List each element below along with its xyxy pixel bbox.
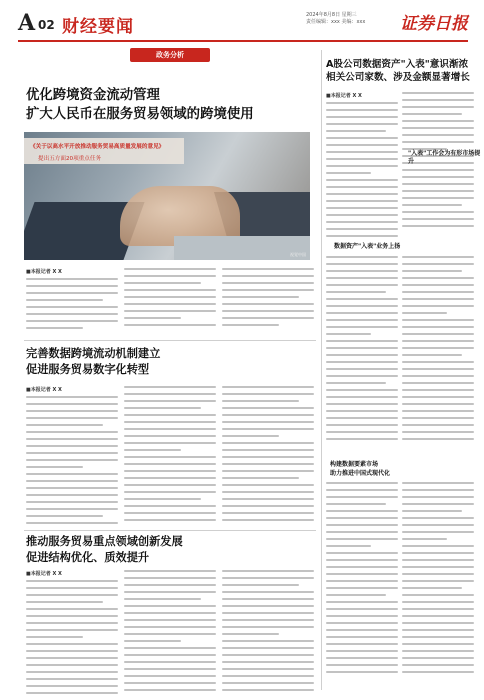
right-subhead-1: 数据资产"入表"业务上扬	[334, 243, 401, 250]
text-lines	[402, 256, 474, 440]
section-tab: 政务分析	[130, 48, 210, 62]
right-col1-mid	[326, 256, 398, 456]
hero-caption-panel	[24, 138, 184, 164]
hero-photo	[24, 132, 310, 260]
hero-caption-title: 《关于以高水平开放推动服务贸易高质量发展的意见》	[30, 144, 165, 150]
text-lines	[124, 386, 216, 521]
article2-byline: ■本报记者 X X	[26, 387, 62, 393]
right-col1-bottom	[326, 482, 398, 692]
text-lines	[26, 278, 118, 329]
section-name: 财经要闻	[62, 17, 134, 37]
main-article-col3	[222, 268, 314, 330]
text-lines	[326, 482, 398, 673]
article2-headline	[26, 346, 326, 378]
right-subhead-3-line1: 构建数据要素市场	[330, 461, 379, 468]
text-lines	[222, 570, 314, 691]
hero-caption-sub: 提出五方面20项重点任务	[38, 156, 102, 162]
article2-headline-line2: 促进服务贸易数字化转型	[26, 363, 150, 376]
main-article-col1	[26, 268, 118, 330]
right-col2-mid	[402, 256, 474, 456]
article3-col2	[124, 570, 216, 694]
photo-credit: 视觉中国	[290, 252, 306, 257]
text-lines	[326, 102, 398, 237]
article3-byline: ■本报记者 X X	[26, 571, 62, 577]
article3-col1	[26, 570, 118, 694]
page-number: 02	[38, 18, 55, 32]
masthead-rule	[18, 40, 468, 42]
right-headline	[326, 58, 476, 84]
article2-headline-line1: 完善数据跨境流动机制建立	[26, 347, 161, 360]
main-byline: ■本报记者 X X	[26, 269, 62, 275]
text-lines	[124, 268, 216, 326]
right-byline: ■本报记者 X X	[326, 93, 362, 99]
right-subhead-3	[330, 460, 390, 478]
main-headline-line2: 扩大人民币在服务贸易领域的跨境使用	[26, 107, 254, 122]
article2-col1	[26, 386, 118, 526]
right-subhead-2: "入表"工作会为有形市场提升	[408, 150, 481, 165]
article3-headline-line2: 促进结构优化、质效提升	[26, 551, 150, 564]
right-subhead-3-line2: 助力推进中国式现代化	[330, 470, 391, 477]
article2-col3	[222, 386, 314, 526]
divider	[24, 530, 316, 531]
main-headline	[26, 86, 316, 124]
text-lines	[326, 256, 398, 440]
text-lines	[26, 396, 118, 524]
brand-logo: 证券日报	[400, 14, 468, 34]
right-headline-line2: 相关公司家数、涉及金额显著增长	[326, 72, 470, 83]
text-lines	[222, 268, 314, 326]
date-text: 2024年8月8日 星期三	[306, 12, 357, 18]
article3-headline-line1: 推动服务贸易重点领域创新发展	[26, 535, 183, 548]
right-headline-line1: A股公司数据资产"入表"意识渐浓	[326, 59, 469, 70]
date-info	[306, 12, 396, 26]
main-headline-line1: 优化跨境资金流动管理	[26, 88, 160, 103]
masthead	[0, 0, 484, 44]
article3-col3	[222, 570, 314, 694]
main-article-col2	[124, 268, 216, 330]
text-lines	[26, 580, 118, 694]
right-col2-top	[402, 92, 474, 242]
text-lines	[402, 482, 474, 673]
page-letter: A	[18, 10, 36, 36]
divider	[24, 340, 316, 341]
right-col2-bottom	[402, 482, 474, 692]
right-col1-top	[326, 92, 398, 242]
column-divider	[321, 50, 322, 690]
edit-text: 责任编辑：xxx 美编：xxx	[306, 19, 366, 25]
article2-col2	[124, 386, 216, 526]
article3-headline	[26, 534, 326, 566]
text-lines	[124, 570, 216, 691]
text-lines	[222, 386, 314, 521]
